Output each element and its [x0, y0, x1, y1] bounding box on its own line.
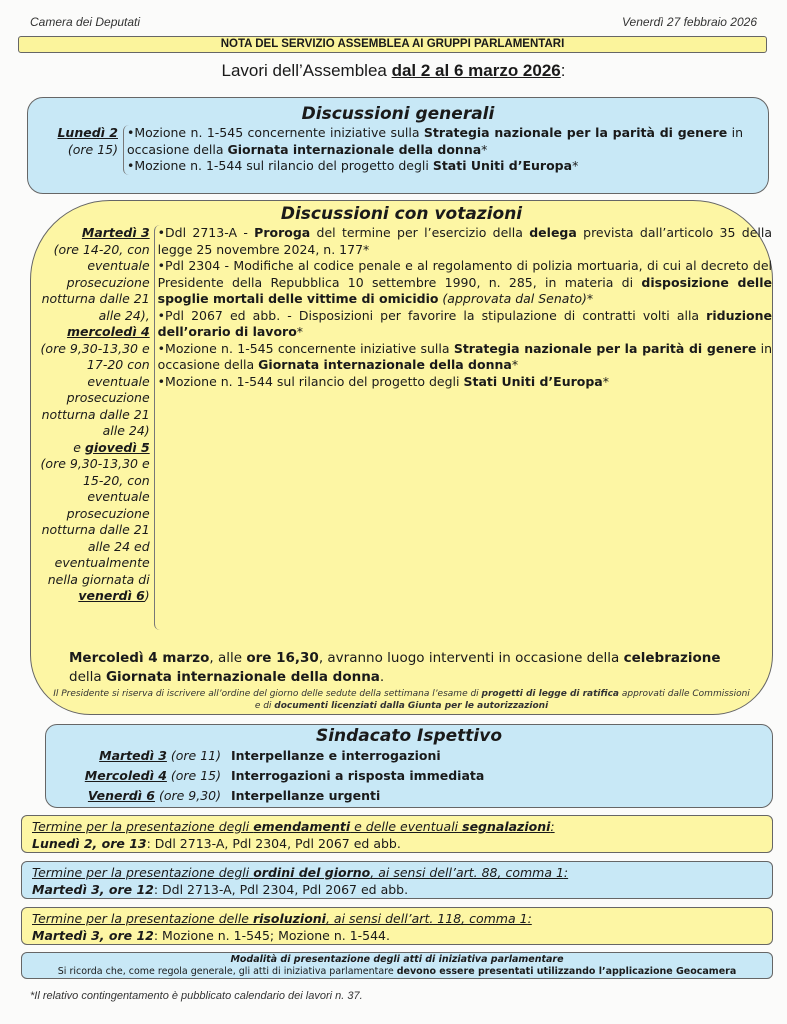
items-list — [154, 225, 772, 630]
schedule-column — [31, 225, 154, 630]
list-item: • Mozione n. 1-545 concernente iniziative sulla Strategia nazionale per la parità di genere in occasione della Giornata internazionale della donna* — [158, 341, 772, 374]
list-item: • Mozione n. 1-544 sul rilancio del progetto degli Stati Uniti d’Europa* — [158, 374, 772, 391]
footnote: *Il relativo contingentamento è pubblicato calendario dei lavori n. 37. — [30, 990, 363, 1002]
schedule-row: Mercoledì 4 (ore 15) Interrogazioni a risposta immediata — [84, 768, 485, 783]
top-line — [30, 15, 757, 29]
day-label: venerdì 6 — [78, 588, 145, 603]
deadline-emendamenti: Termine per la presentazione degli emendamenti e delle eventuali segnalazioni: Lunedì 2, ore 13: Ddl 2713-A, Pdl 2304, Pdl 2067 ed abb. — [21, 815, 773, 853]
close-paren: ) — [144, 588, 150, 603]
section-title: Discussioni con votazioni — [280, 204, 523, 224]
list-item: • Pdl 2304 - Modifiche al codice penale e al regolamento di polizia mortuaria, di cui al decreto del Presidente della Repubblica 10 settembre 1990, n. 285, in materia di disposizione delle spoglie mortali delle vittime di omicidio (approvata dal Senato)* — [158, 258, 772, 308]
discussioni-votazioni-box — [30, 200, 773, 715]
list-item: • Mozione n. 1-545 concernente iniziative sulla Strategia nazionale per la parità di genere in occasione della Giornata internazionale della donna* — [127, 125, 743, 158]
modalita-title: Modalità di presentazione degli atti di iniziativa parlamentare — [230, 954, 564, 965]
modalita-box — [21, 952, 773, 979]
discussioni-generali-box — [27, 97, 769, 194]
day-label: Lunedì 2 — [57, 125, 118, 140]
page-title — [0, 61, 787, 81]
banner: NOTA DEL SERVIZIO ASSEMBLEA AI GRUPPI PARLAMENTARI — [18, 36, 767, 53]
deadline-risoluzioni: Termine per la presentazione delle risoluzioni, ai sensi dell’art. 118, comma 1: Martedì 3, ore 12: Mozione n. 1-545; Mozione n. 1-544. — [21, 907, 773, 945]
conjunction: e — [73, 439, 85, 455]
document-date: Venerdì 27 febbraio 2026 — [622, 15, 757, 29]
deadline-ordini-del-giorno: Termine per la presentazione degli ordini del giorno, ai sensi dell’art. 88, comma 1: Martedì 3, ore 12: Ddl 2713-A, Pdl 2304, Pdl 2067 ed abb. — [21, 861, 773, 899]
day-detail: (ore 14-20, con eventuale prosecuzione notturna dalle 21 alle 24), — [41, 241, 150, 323]
day-label: mercoledì 4 — [66, 324, 150, 339]
celebration-note: Mercoledì 4 marzo, alle ore 16,30, avranno luogo interventi in occasione della celebrazione della Giornata internazionale della donna. — [69, 650, 721, 685]
day-column — [28, 125, 123, 175]
title-prefix: Lavori dell’Assemblea — [221, 61, 392, 80]
day-label: giovedì 5 — [84, 439, 150, 455]
day-detail: (ore 9,30-13,30 e 17-20 con eventuale prosecuzione notturna dalle 21 alle 24) — [40, 340, 150, 438]
list-item: • Mozione n. 1-544 sul rilancio del progetto degli Stati Uniti d’Europa* — [127, 158, 743, 175]
list-item: • Ddl 2713-A - Proroga del termine per l’esercizio della delega prevista dall’articolo 35 della legge 25 novembre 2024, n. 177* — [158, 225, 772, 258]
schedule-row: Venerdì 6 (ore 9,30) Interpellanze urgenti — [87, 788, 381, 803]
section-title: Sindacato Ispettivo — [315, 726, 503, 746]
items-list — [123, 125, 743, 175]
list-item: • Pdl 2067 ed abb. - Disposizioni per favorire la stipulazione di contratti volti alla riduzione dell’orario di lavoro* — [158, 308, 772, 341]
modalita-text: Si ricorda che, come regola generale, gli atti di iniziativa parlamentare devono essere presentati utilizzando l’applicazione Geocamera — [57, 966, 737, 977]
president-note: Il Presidente si riserva di iscrivere all’ordine del giorno delle sedute della settimana l’esame di progetti di legge di ratifica approvati dalle Commissioni e di documenti licenziati dalla Giunta per le autorizzazioni — [53, 689, 750, 711]
sindacato-ispettivo-box — [45, 724, 773, 808]
day-label: Martedì 3 — [81, 225, 150, 240]
day-detail: (ore 9,30-13,30 e 15-20, con eventuale prosecuzione notturna dalle 21 alle 24 ed eventualmente nella giornata di — [40, 456, 150, 587]
time-label: (ore 15) — [67, 141, 118, 157]
institution: Camera dei Deputati — [30, 15, 141, 29]
title-suffix: : — [560, 61, 566, 80]
title-range: dal 2 al 6 marzo 2026 — [391, 61, 561, 80]
section-title: Discussioni generali — [301, 104, 495, 124]
schedule-row: Martedì 3 (ore 11) Interpellanze e interrogazioni — [99, 748, 441, 763]
